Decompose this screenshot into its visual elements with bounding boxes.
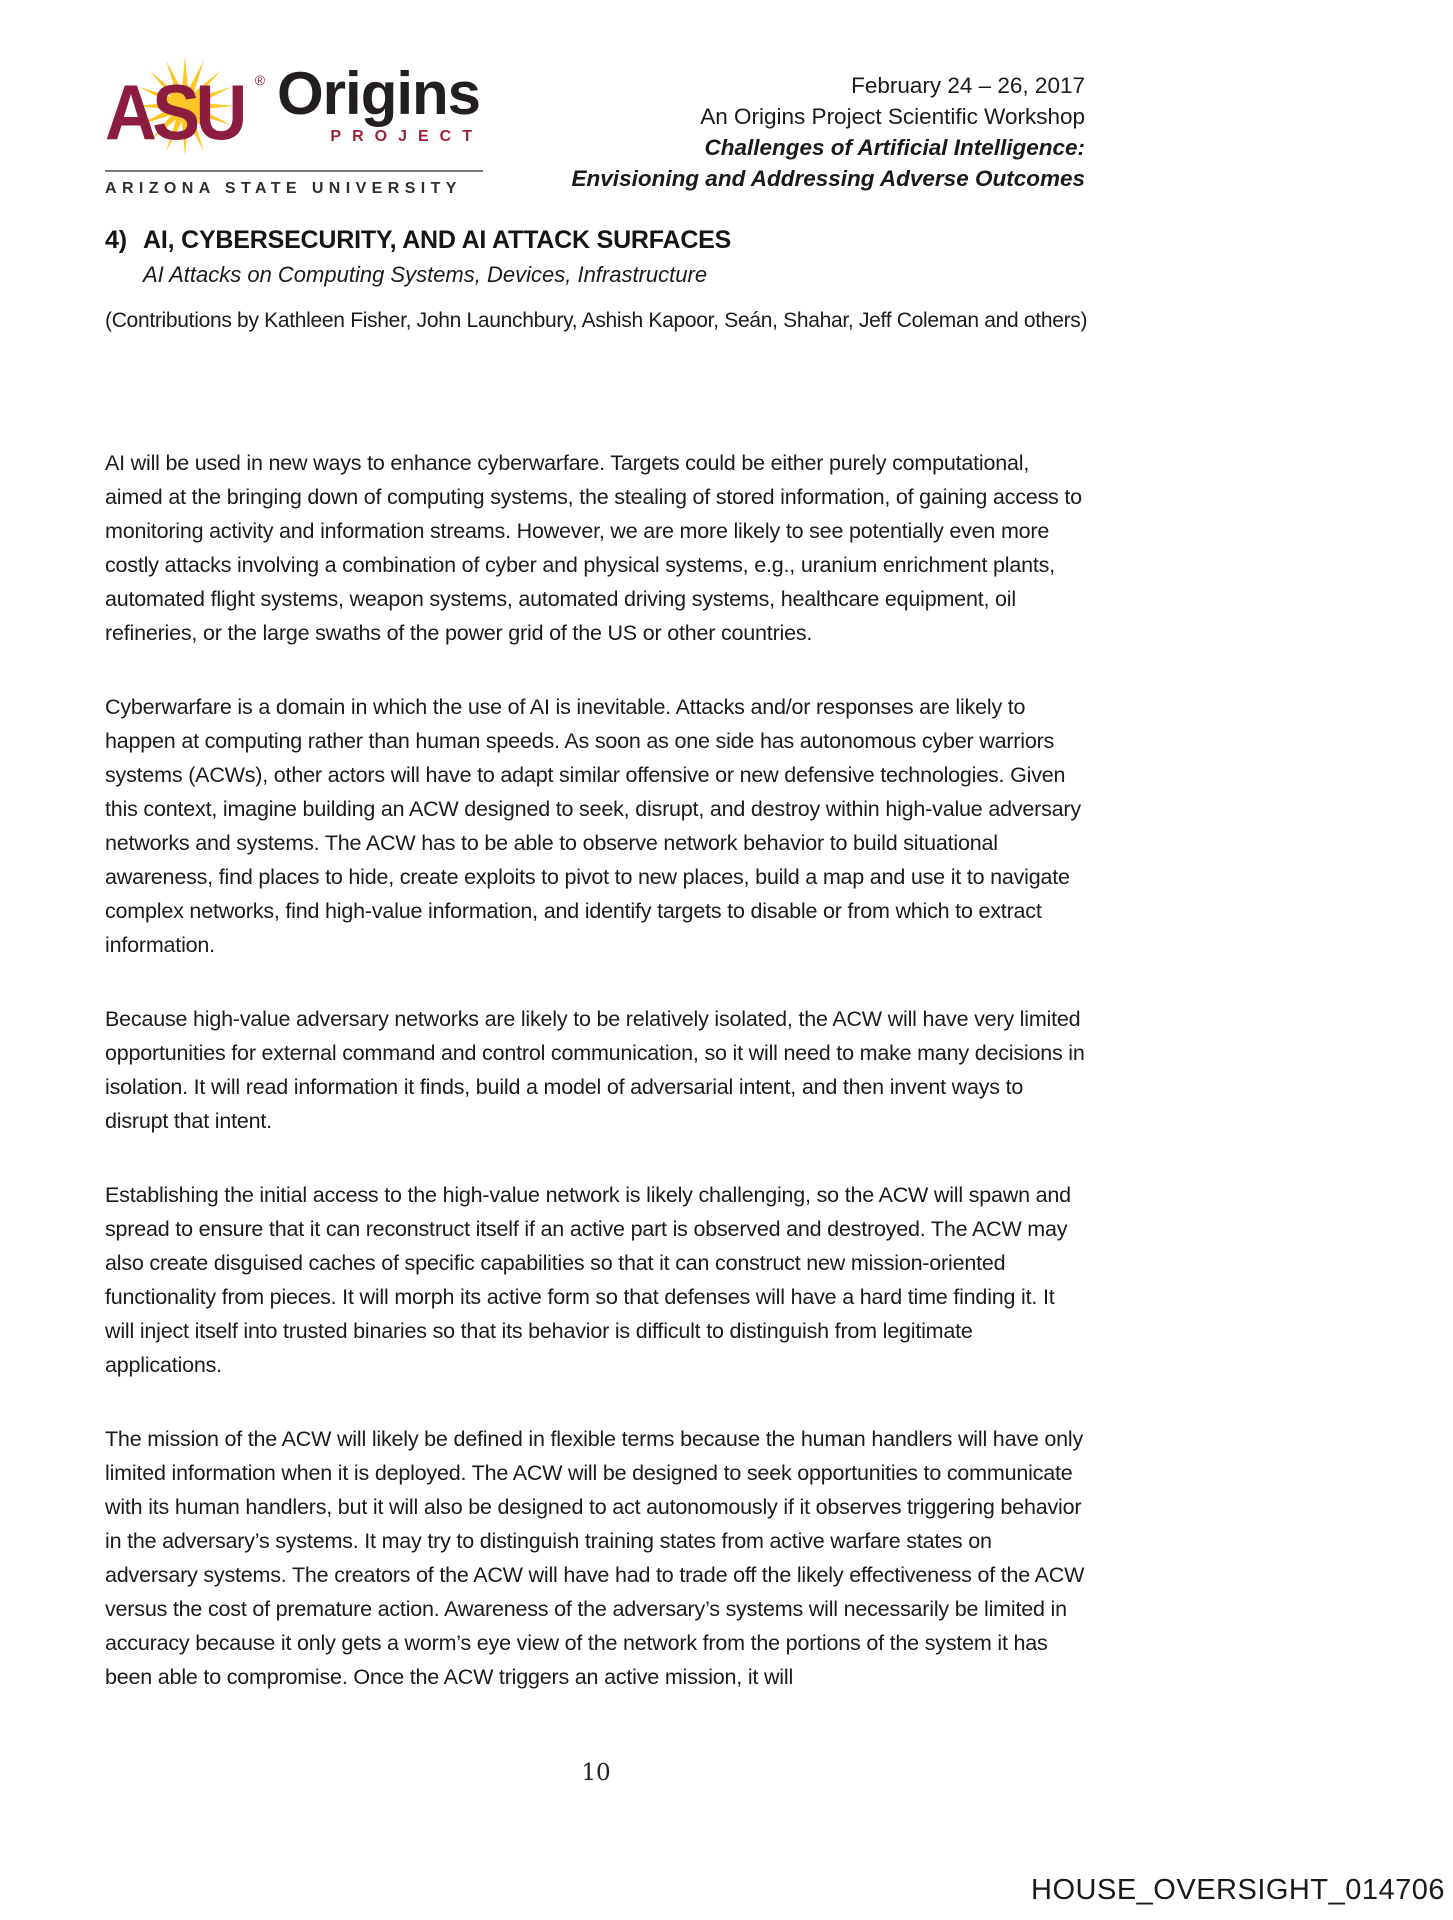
workshop-header <box>445 70 1085 194</box>
header-date: February 24 – 26, 2017 <box>851 73 1085 98</box>
asu-letters: ASU <box>105 68 243 156</box>
paragraph-4: Establishing the initial access to the high-value network is likely challenging, so the ACW will spawn and spread to ensure that it can reconstruct itself if an active part is observed and destroyed. The ACW may also create disguised caches of specific capabilities so that it can construct new mission-oriented functionality from pieces. It will morph its active form so that defenses will have a hard time finding it. It will inject itself into trusted binaries so that its behavior is difficult to distinguish from legitimate applications. <box>105 1183 1071 1377</box>
header-title-line1: Challenges of Artificial Intelligence: <box>704 135 1085 160</box>
page-number: 10 <box>581 1760 611 1786</box>
paragraph-2: Cyberwarfare is a domain in which the use of AI is inevitable. Attacks and/or responses are likely to happen at computing rather than human speeds. As soon as one side has autonomous cyber warriors systems (ACWs), other actors will have to adapt similar offensive or new defensive technologies. Given this context, imagine building an ACW designed to seek, disrupt, and destroy within high-value adversary networks and systems. The ACW has to be able to observe network behavior to build situational awareness, find places to hide, create exploits to pivot to new places, build a map and use it to navigate complex networks, find high-value information, and identify targets to disable or from which to extract information. <box>105 695 1081 957</box>
section-title: AI, CYBERSECURITY, AND AI ATTACK SURFACES <box>143 226 732 254</box>
origins-text: Origins <box>277 60 481 127</box>
asu-logo-mark <box>105 64 270 160</box>
paragraph-5: The mission of the ACW will likely be defined in flexible terms because the human handlers will have only limited information when it is deployed. The ACW will be designed to seek opportunities to communicate with its human handlers, but it will also be designed to act autonomously if it observes triggering behavior in the adversary’s systems. It may try to distinguish training states from active warfare states on adversary systems. The creators of the ACW will have had to trade off the likely effectiveness of the ACW versus the cost of premature action. Awareness of the adversary’s systems will necessarily be limited in accuracy because it only gets a worm’s eye view of the network from the portions of the system it has been able to compromise. Once the ACW triggers an active mission, it will <box>105 1427 1085 1689</box>
asu-origins-logo <box>105 62 483 198</box>
paragraph-1: AI will be used in new ways to enhance cyberwarfare. Targets could be either purely computational, aimed at the bringing down of computing systems, the stealing of stored information, of gaining access to monitoring activity and information streams. However, we are more likely to see potentially even more costly attacks involving a combination of cyber and physical systems, e.g., uranium enrichment plants, automated flight systems, weapon systems, automated driving systems, healthcare equipment, oil refineries, or the large swaths of the power grid of the US or other countries. <box>105 451 1082 645</box>
project-text: PROJECT <box>330 128 483 145</box>
header-title-line2: Envisioning and Addressing Adverse Outcomes <box>571 166 1085 191</box>
contributors-line: (Contributions by Kathleen Fisher, John Launchbury, Ashish Kapoor, Seán, Shahar, Jeff Coleman and others) <box>105 309 1088 332</box>
header-workshop: An Origins Project Scientific Workshop <box>700 104 1085 129</box>
body-text <box>105 446 1087 1734</box>
section-subtitle: AI Attacks on Computing Systems, Devices, Infrastructure <box>143 262 708 287</box>
paragraph-3: Because high-value adversary networks are likely to be relatively isolated, the ACW will have very limited opportunities for external command and control communication, so it will need to make many decisions in isolation. It will read information it finds, build a model of adversarial intent, and then invent ways to disrupt that intent. <box>105 1007 1085 1133</box>
section-number: 4) <box>105 226 127 254</box>
logo-row <box>105 62 483 162</box>
bates-stamp: HOUSE_OVERSIGHT_014706 <box>1031 1874 1445 1906</box>
university-text: ARIZONA STATE UNIVERSITY <box>105 180 462 197</box>
logo-divider <box>105 170 483 172</box>
registered-mark: ® <box>254 72 266 88</box>
section-heading <box>105 226 1105 255</box>
